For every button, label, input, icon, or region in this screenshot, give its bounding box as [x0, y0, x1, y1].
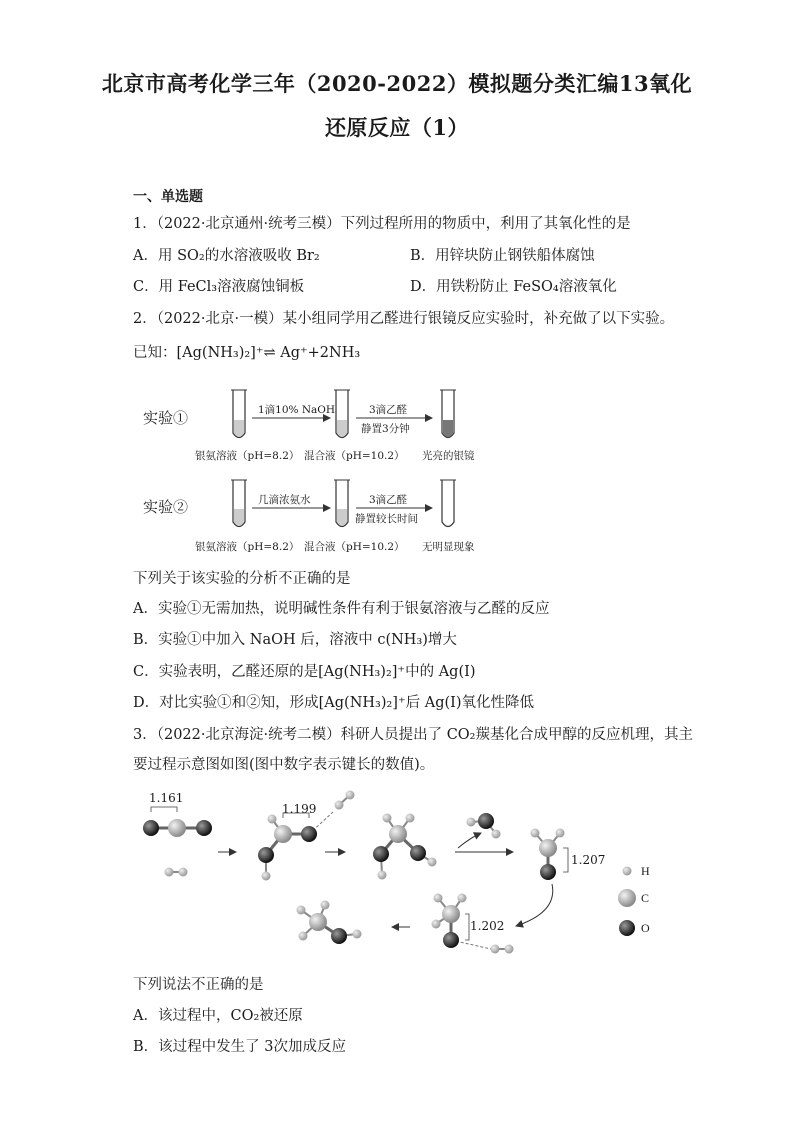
- q2-option-a: A．实验①无需加热，说明碱性条件有利于银氨溶液与乙醛的反应: [133, 601, 550, 617]
- co2-molecule: [143, 807, 212, 837]
- q1-option-d: D．用铁粉防止 FeSO₄溶液氧化: [410, 279, 617, 295]
- q1-option-a: A．用 SO₂的水溶液吸收 Br₂: [133, 248, 320, 264]
- q3-stem-1: 3．（2022·北京海淀·统考二模）科研人员提出了 CO₂羰基化合成甲醇的反应机理，其主: [133, 727, 693, 743]
- formaldehyde-molecule: [531, 829, 569, 881]
- exp1-condition: 静置3分钟: [361, 423, 410, 435]
- water-release-arrow: [458, 833, 481, 848]
- exp2-condition: 静置较长时间: [355, 513, 418, 525]
- bond-length-2: 1.199: [282, 802, 317, 816]
- page-title-line2: 还原反应（1）: [324, 115, 470, 140]
- exp2-label: 实验②: [143, 498, 189, 516]
- atom-legend: [618, 867, 636, 937]
- q2-question: 下列关于该实验的分析不正确的是: [133, 571, 351, 587]
- exp2-tube1-caption: 银氨溶液（pH=8.2）: [195, 541, 300, 553]
- q2-stem: 2．（2022·北京·一模）某小组同学用乙醛进行银镜反应实验时，补充做了以下实验。: [133, 311, 675, 327]
- exp1-tube3-caption: 光亮的银镜: [422, 450, 475, 462]
- q1-option-b: B．用锌块防止钢铁船体腐蚀: [410, 248, 595, 264]
- legend-h-label: H: [641, 864, 650, 878]
- methanol-molecule: [297, 901, 362, 945]
- q2-known: 已知：[Ag(NH₃)₂]⁺⇌ Ag⁺+2NH₃: [133, 345, 361, 361]
- exp1-reagent-1: 1滴10% NaOH: [258, 404, 336, 416]
- q3-stem-2: 要过程示意图如图(图中数字表示键长的数值)。: [133, 757, 435, 773]
- bond-length-4: 1.202: [470, 919, 505, 933]
- q2-option-c: C．实验表明，乙醛还原的是[Ag(NH₃)₂]⁺中的 Ag(I): [133, 664, 476, 680]
- exp1-tube2-caption: 混合液（pH=10.2）: [304, 450, 405, 462]
- exp1-label: 实验①: [143, 409, 189, 427]
- q2-option-b: B．实验①中加入 NaOH 后，溶液中 c(NH₃)增大: [133, 632, 457, 648]
- exp2-reagent-2: 3滴乙醛: [369, 494, 408, 506]
- page-title: 北京市高考化学三年（2020-2022）模拟题分类汇编13氧化: [101, 71, 693, 96]
- exp2-tube2-caption: 混合液（pH=10.2）: [304, 541, 405, 553]
- q3-option-b: B．该过程中发生了 3次加成反应: [133, 1039, 346, 1055]
- bond-length-3: 1.207: [571, 853, 606, 867]
- q3-question: 下列说法不正确的是: [133, 977, 264, 993]
- section-heading: 一、单选题: [133, 189, 203, 205]
- h2-molecule: [165, 868, 188, 877]
- q1-option-c: C．用 FeCl₃溶液腐蚀铜板: [133, 279, 305, 295]
- exp2-reagent-1: 几滴浓氨水: [258, 494, 311, 506]
- exp1-reagent-2: 3滴乙醛: [369, 404, 408, 416]
- intermediate-3: [373, 814, 437, 880]
- q2-option-d: D．对比实验①和②知，形成[Ag(NH₃)₂]⁺后 Ag(I)氧化性降低: [133, 695, 535, 711]
- legend-c-label: C: [641, 891, 650, 905]
- exp2-tube3-caption: 无明显现象: [422, 541, 475, 553]
- water-molecule: [467, 813, 501, 839]
- mech-arrow-4: [516, 884, 553, 926]
- bond-length-1: 1.161: [149, 791, 184, 805]
- legend-o-label: O: [641, 921, 650, 935]
- q3-option-a: A．该过程中，CO₂被还原: [133, 1008, 303, 1024]
- q1-stem: 1．（2022·北京通州·统考三模）下列过程所用的物质中，利用了其氧化性的是: [133, 216, 631, 232]
- exp1-tube1-caption: 银氨溶液（pH=8.2）: [195, 450, 300, 462]
